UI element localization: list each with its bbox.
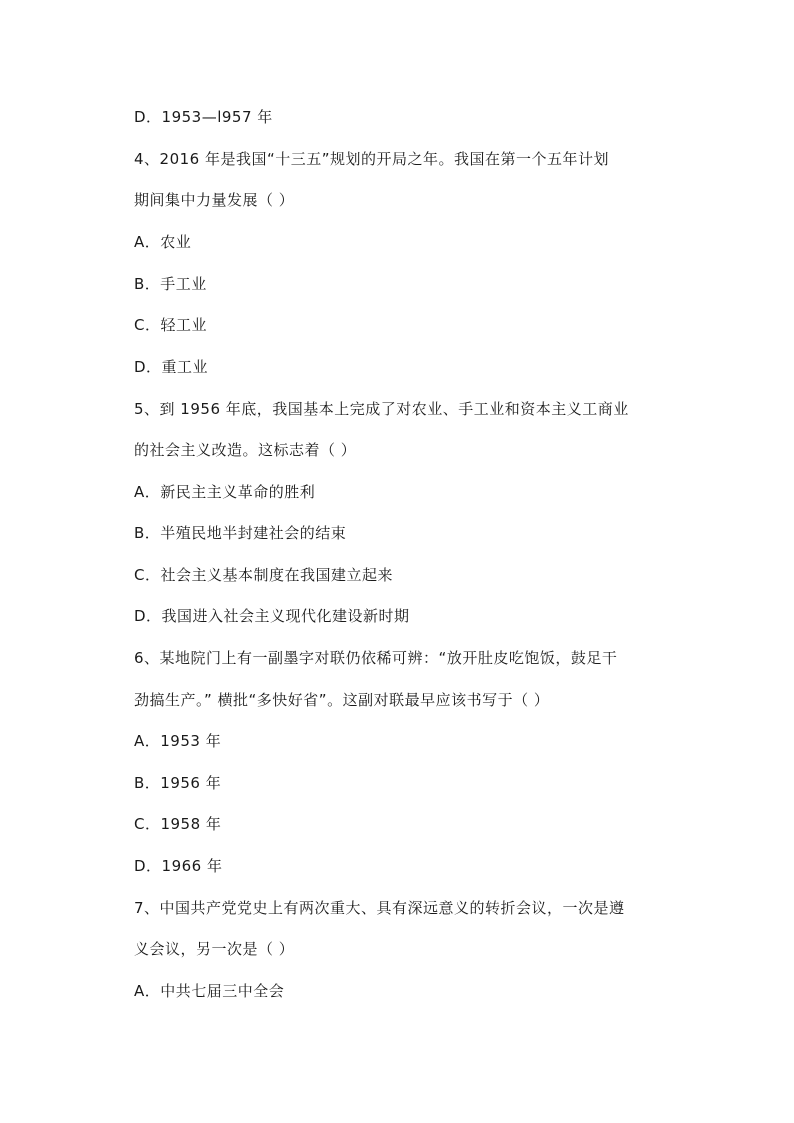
q5-option-b: B．半殖民地半封建社会的结束 [134, 524, 347, 542]
q6-option-c: C．1958 年 [134, 815, 222, 833]
q4-option-c: C．轻工业 [134, 316, 207, 334]
q4-option-b: B．手工业 [134, 275, 207, 293]
q5-option-a: A．新民主主义革命的胜利 [134, 483, 316, 501]
q4-stem-line-2: 期间集中力量发展（ ） [134, 191, 295, 209]
q6-option-b: B．1956 年 [134, 774, 222, 792]
q7-option-a: A．中共七届三中全会 [134, 982, 285, 1000]
q6-stem-line-2: 劲搞生产。” 横批“多快好省”。这副对联最早应该书写于（ ） [134, 691, 550, 709]
q7-stem-line-1: 7、中国共产党党史上有两次重大、具有深远意义的转折会议，一次是遵 [134, 899, 625, 917]
q5-option-d: D．我国进入社会主义现代化建设新时期 [134, 607, 410, 625]
q6-option-a: A．1953 年 [134, 732, 222, 750]
q4-option-a: A．农业 [134, 233, 192, 251]
q3-option-d: D．1953—l957 年 [134, 108, 273, 126]
q5-option-c: C．社会主义基本制度在我国建立起来 [134, 566, 393, 584]
q6-stem-line-1: 6、某地院门上有一副墨字对联仍依稀可辨：“放开肚皮吃饱饭，鼓足干 [134, 649, 618, 667]
q4-option-d: D．重工业 [134, 358, 209, 376]
q4-stem-line-1: 4、2016 年是我国“十三五”规划的开局之年。我国在第一个五年计划 [134, 150, 610, 168]
q7-stem-line-2: 义会议，另一次是（ ） [134, 940, 295, 958]
q5-stem-line-1: 5、到 1956 年底，我国基本上完成了对农业、手工业和资本主义工商业 [134, 400, 629, 418]
q5-stem-line-2: 的社会主义改造。这标志着（ ） [134, 441, 357, 459]
q6-option-d: D．1966 年 [134, 857, 223, 875]
